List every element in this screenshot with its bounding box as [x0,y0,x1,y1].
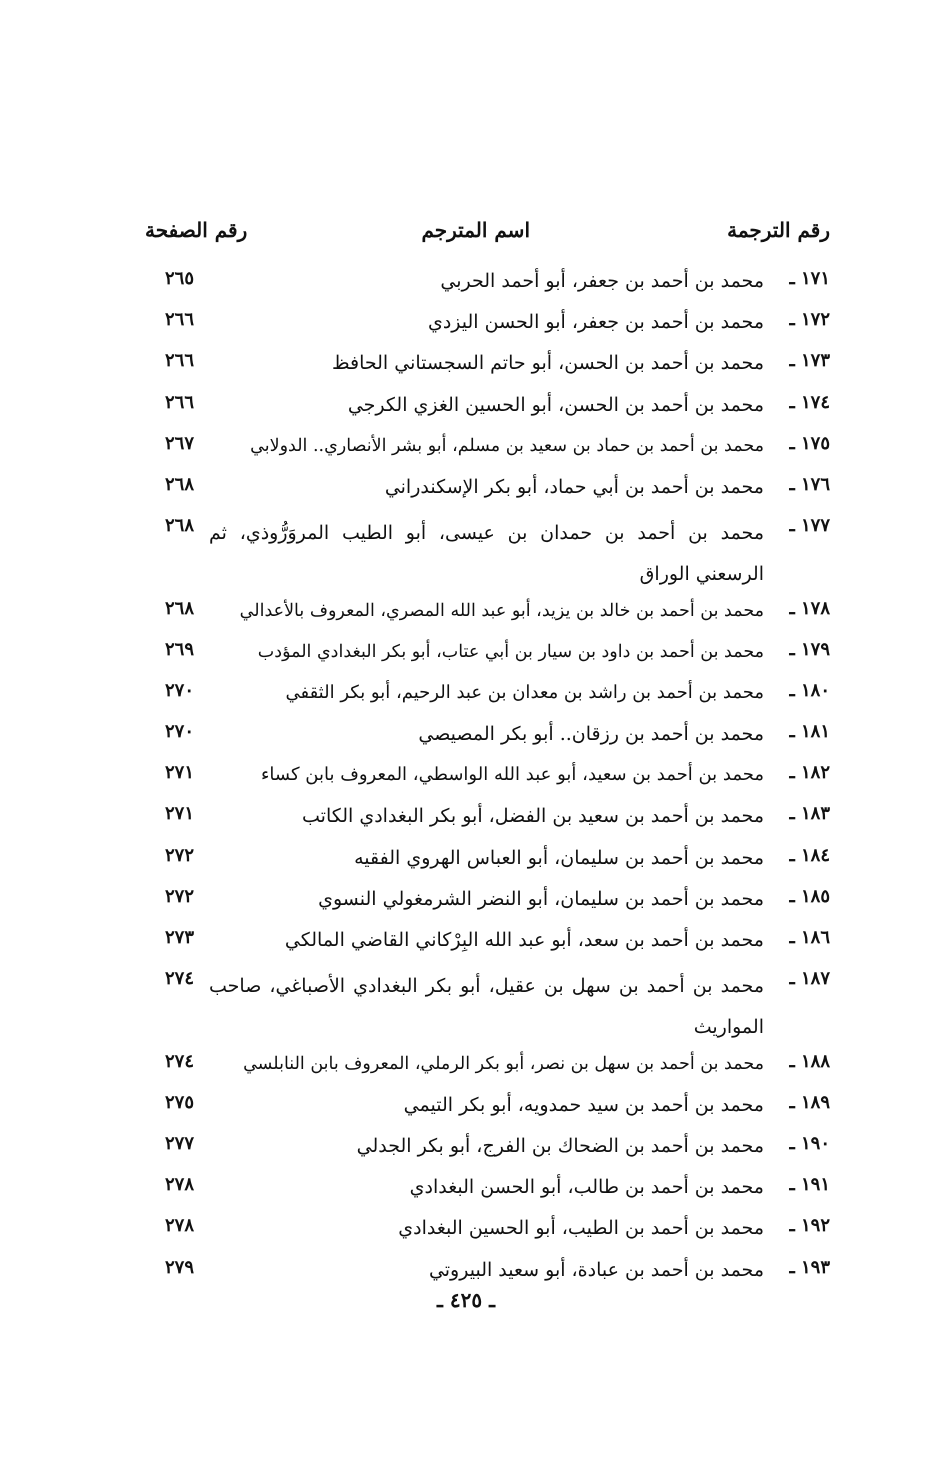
entry-page: ٢٦٩ [165,638,195,660]
index-entry [145,715,830,756]
entry-name: محمد بن أحمد بن الحسن، أبو الحسين الغزي الكرجي [347,393,764,416]
entry-page: ٢٧٨ [165,1215,195,1237]
entry-page: ٢٦٧ [165,432,195,454]
entry-number: ١٨٣ ـ [789,803,830,825]
entry-name: محمد بن أحمد بن سهل بن نصر، أبو بكر الرملي، المعروف بابن النابلسي [243,1053,764,1074]
entry-number: ١٨٨ ـ [789,1050,830,1072]
index-entry [145,509,830,591]
index-entry [145,839,830,880]
entry-number: ١٨١ ـ [789,721,830,743]
entry-name: محمد بن أحمد بن سيد حمدويه، أبو بكر التيمي [403,1093,764,1116]
index-entry [145,592,830,633]
entry-page: ٢٦٦ [165,391,195,413]
entry-page: ٢٧٨ [165,1174,195,1196]
entry-page: ٢٧٣ [165,927,195,949]
entry-number: ١٧٩ ـ [789,638,830,660]
entry-name: محمد بن أحمد بن خالد بن يزيد، أبو عبد الله المصري، المعروف بالأعدالي [239,600,764,621]
entry-page: ٢٧٢ [165,844,195,866]
index-entry [145,468,830,509]
index-entry [145,262,830,303]
entry-name: محمد بن أحمد بن راشد بن معدان بن عبد الرحيم، أبو بكر الثقفي [285,681,764,703]
entry-page: ٢٧٤ [165,968,195,990]
index-entry [145,797,830,838]
entry-number: ١٨٩ ـ [789,1091,830,1113]
entry-number-header: رقم الترجمة [727,218,830,242]
entry-page: ٢٧٧ [165,1132,195,1154]
entry-page: ٢٧٩ [165,1256,195,1278]
entry-number: ١٩٠ ـ [789,1132,830,1154]
index-entry [145,921,830,962]
index-entry [145,1127,830,1168]
index-entry [145,344,830,385]
index-entries [145,262,830,1292]
entry-name: محمد بن أحمد بن سعد، أبو عبد الله البِرْكاني القاضي المالكي [284,929,764,952]
entry-number: ١٧٧ ـ [789,515,830,537]
index-entry [145,1045,830,1086]
index-entry [145,1168,830,1209]
entry-name: محمد بن أحمد بن الحسن، أبو حاتم السجستاني الحافظ [331,352,764,375]
entry-name: محمد بن أحمد بن سعيد، أبو عبد الله الواسطي، المعروف بابن كساء [260,764,764,786]
index-entry [145,880,830,921]
entry-name: محمد بن أحمد بن طالب، أبو الحسن البغدادي [409,1176,764,1199]
index-entry [145,1251,830,1292]
entry-page: ٢٦٥ [165,268,195,289]
name-header: اسم المترجم [421,218,530,242]
entry-name: محمد بن أحمد بن سهل بن عقيل، أبو بكر البغدادي الأصباغي، صاحب المواريث [209,975,764,1039]
entry-page: ٢٦٦ [165,309,195,331]
entry-number: ١٧٢ ـ [789,309,830,331]
entry-number: ١٧٦ ـ [789,473,830,495]
entry-page: ٢٦٨ [165,597,195,619]
entry-name: محمد بن أحمد بن حماد بن سعيد بن مسلم، أبو بشر الأنصاري.. الدولابي [250,435,764,456]
entry-name: محمد بن أحمد بن جعفر، أبو الحسن اليزدي [427,311,764,334]
entry-page: ٢٧١ [165,803,195,825]
page-number: ـ ٤٢٥ ـ [437,1288,495,1312]
entry-page: ٢٧٥ [165,1091,195,1113]
index-entry [145,1209,830,1250]
entry-name: محمد بن أحمد بن أبي حماد، أبو بكر الإسكندراني [384,475,764,498]
entry-page: ٢٧٢ [165,885,195,907]
entry-number: ١٨٠ ـ [789,679,830,701]
entry-page: ٢٦٦ [165,350,195,372]
entry-number: ١٧١ ـ [789,268,830,289]
index-entry [145,1086,830,1127]
entry-number: ١٧٨ ـ [789,597,830,619]
entry-page: ٢٧١ [165,762,195,784]
entry-number: ١٩٢ ـ [789,1215,830,1237]
entry-number: ١٨٥ ـ [789,885,830,907]
entry-number: ١٧٥ ـ [789,432,830,454]
index-entry [145,756,830,797]
entry-name: محمد بن أحمد بن عبادة، أبو سعيد البيروتي [428,1258,764,1281]
index-entry [145,303,830,344]
entry-number: ١٩٣ ـ [789,1256,830,1278]
entry-name: محمد بن أحمد بن سليمان، أبو العباس الهروي الفقيه [354,846,764,869]
index-entry [145,633,830,674]
entry-number: ١٩١ ـ [789,1174,830,1196]
entry-page: ٢٦٨ [165,515,195,537]
entry-name: محمد بن أحمد بن الطيب، أبو الحسين البغدادي [398,1217,764,1240]
entry-name: محمد بن أحمد بن جعفر، أبو أحمد الحربي [440,270,764,292]
entry-name: محمد بن أحمد بن سليمان، أبو النضر الشرمغولي النسوي [318,887,764,910]
entry-number: ١٨٤ ـ [789,844,830,866]
index-entry [145,427,830,468]
entry-number: ١٧٣ ـ [789,350,830,372]
entry-page: ٢٧٤ [165,1050,195,1072]
index-entry [145,386,830,427]
entry-number: ١٨٦ ـ [789,927,830,949]
entry-number: ١٨٢ ـ [789,762,830,784]
index-entry [145,962,830,1044]
entry-number: ١٨٧ ـ [789,968,830,990]
entry-name: محمد بن أحمد بن داود بن سيار بن أبي عتاب، أبو بكر البغدادي المؤدب [257,641,764,662]
entry-page: ٢٧٠ [165,679,195,701]
table-header [145,212,830,252]
page-number-header: رقم الصفحة [145,218,248,242]
entry-page: ٢٧٠ [165,721,195,743]
entry-name: محمد بن أحمد بن حمدان بن عيسى، أبو الطيب المروَرُّوذي، ثم الرسعني الوراق [209,522,764,586]
entry-name: محمد بن أحمد بن رزقان.. أبو بكر المصيصي [418,723,764,746]
index-entry [145,674,830,715]
entry-page: ٢٦٨ [165,473,195,495]
entry-name: محمد بن أحمد بن سعيد بن الفضل، أبو بكر البغدادي الكاتب [302,805,764,828]
entry-number: ١٧٤ ـ [789,391,830,413]
entry-name: محمد بن أحمد بن الضحاك بن الفرج، أبو بكر الجدلي [356,1134,764,1157]
